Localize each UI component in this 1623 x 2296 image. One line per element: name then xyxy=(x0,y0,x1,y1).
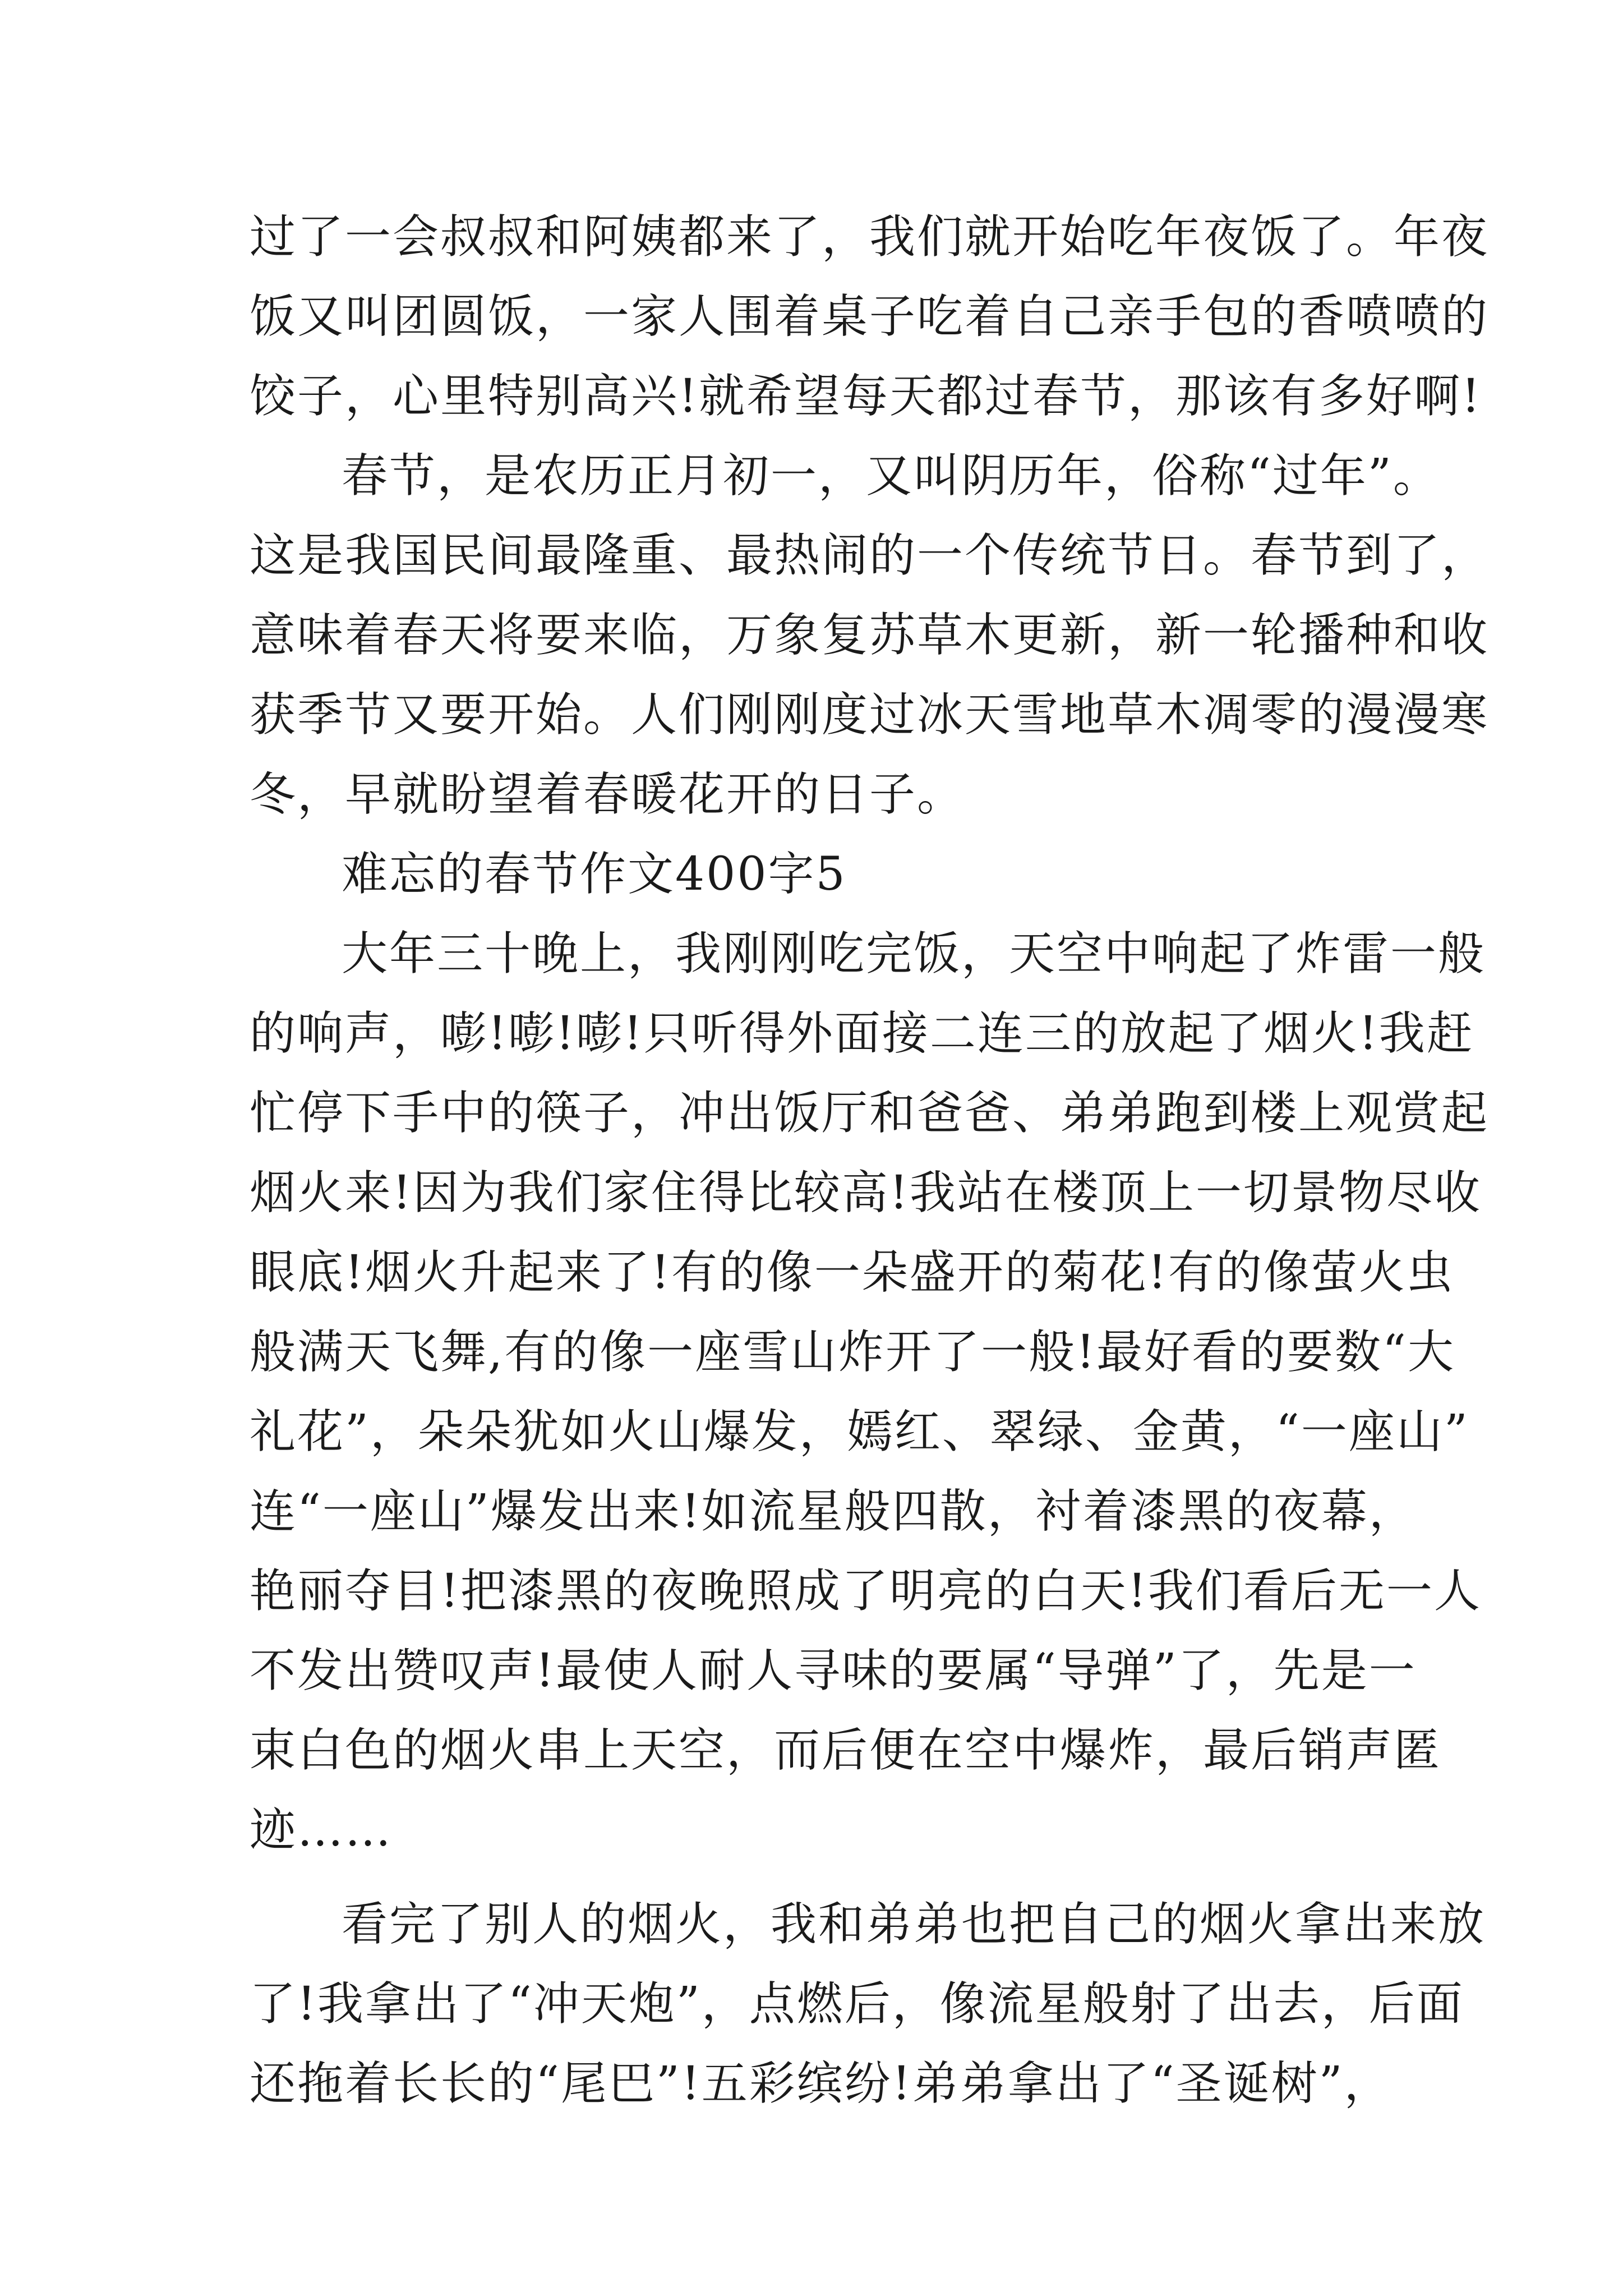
essay-text xyxy=(250,197,1490,2124)
paragraph-start-line: 看完了别人的烟火，我和弟弟也把自己的烟火拿出来放 xyxy=(342,1898,1486,1951)
text-line: 意味着春天将要来临，万象复苏草木更新，新一轮播种和收 xyxy=(250,609,1490,662)
text-line: 迹…… xyxy=(250,1803,393,1857)
text-line: 眼底!烟火升起来了!有的像一朵盛开的菊花!有的像萤火虫 xyxy=(250,1246,1454,1299)
text-line: 的响声，嘭!嘭!嘭!只听得外面接二连三的放起了烟火!我赶 xyxy=(250,1007,1474,1060)
text-line: 艳丽夺目!把漆黑的夜晚照成了明亮的白天!我们看后无一人 xyxy=(250,1565,1482,1618)
text-line: 连“一座山”爆发出来!如流星般四散，衬着漆黑的夜幕， xyxy=(250,1485,1417,1538)
text-line: 冬，早就盼望着春暖花开的日子。 xyxy=(250,768,965,821)
text-line: 礼花”，朵朵犹如火山爆发，嫣红、翠绿、金黄，“一座山” xyxy=(250,1405,1469,1458)
text-line: 忙停下手中的筷子，冲出饭厅和爸爸、弟弟跑到楼上观赏起 xyxy=(250,1087,1490,1140)
text-line: 获季节又要开始。人们刚刚度过冰天雪地草木凋零的漫漫寒 xyxy=(250,688,1490,742)
paragraph-start-line: 大年三十晚上，我刚刚吃完饭，天空中响起了炸雷一般 xyxy=(342,927,1486,981)
text-line: 过了一会叔叔和阿姨都来了，我们就开始吃年夜饭了。年夜 xyxy=(250,210,1490,264)
paragraph-start-line: 春节，是农历正月初一，又叫阴历年，俗称“过年”。 xyxy=(342,449,1441,503)
text-line: 还拖着长长的“尾巴”!五彩缤纷!弟弟拿出了“圣诞树”， xyxy=(250,2057,1392,2110)
text-line: 不发出赞叹声!最使人耐人寻味的要属“导弹”了，先是一 xyxy=(250,1644,1417,1697)
text-line: 烟火来!因为我们家住得比较高!我站在楼顶上一切景物尽收 xyxy=(250,1166,1482,1220)
text-line: 饺子，心里特别高兴!就希望每天都过春节，那该有多好啊! xyxy=(250,370,1482,423)
text-line: 饭又叫团圆饭，一家人围着桌子吃着自己亲手包的香喷喷的 xyxy=(250,290,1490,343)
text-line: 般满天飞舞,有的像一座雪山炸开了一般!最好看的要数“大 xyxy=(250,1326,1455,1379)
text-line: 了!我拿出了“冲天炮”，点燃后，像流星般射了出去，后面 xyxy=(250,1977,1464,2031)
text-line: 这是我国民间最隆重、最热闹的一个传统节日。春节到了， xyxy=(250,529,1490,582)
section-heading: 难忘的春节作文400字5 xyxy=(342,848,847,901)
text-line: 束白色的烟火串上天空，而后便在空中爆炸，最后销声匿 xyxy=(250,1724,1442,1777)
